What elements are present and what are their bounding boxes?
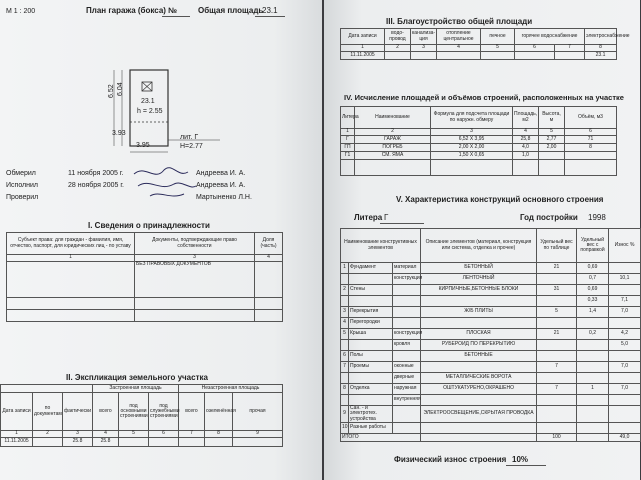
structure-row: 4 Перегородки — [341, 318, 641, 329]
area-line — [255, 16, 285, 17]
section5-title: V. Характеристика конструкций основного строения — [396, 195, 604, 204]
litera-label: Литера — [354, 213, 383, 222]
measured-label: Обмерил — [6, 170, 36, 177]
volumes-row: Г1 СМ. ЯМА 1,50 Х 0,65 1,0 — [341, 152, 617, 160]
structure-row: 10 Разные работы — [341, 422, 641, 433]
structure-row: внутренняя — [341, 395, 641, 406]
executed-label: Исполнил — [6, 182, 39, 189]
dim-3-93: 3.93 — [112, 130, 126, 137]
executed-date: 28 ноября 2005 г. — [68, 182, 124, 189]
structure-row: 6 Полы БЕТОННЫЕ — [341, 351, 641, 362]
ownership-subject-cell — [7, 262, 135, 298]
structure-row: кровля РУБЕРОИД ПО ПЕРЕКРЫТИЮ 5,0 — [341, 340, 641, 351]
dim-3-95: 3.95 — [136, 142, 150, 149]
signature-scribble — [130, 164, 200, 204]
structure-row: дверные МЕТАЛЛИЧЕСКИЕ ВОРОТА — [341, 373, 641, 384]
section3-title: III. Благоустройство общей площади — [386, 17, 533, 26]
plan-lit: лит. Г — [180, 134, 199, 141]
volumes-row: Г ГАРАЖ 6,52 Х 3,95 25,8 2,77 71 — [341, 136, 617, 144]
structure-row: 5 Крыша конструкция ПЛОСКАЯ 21 0,2 4,2 — [341, 329, 641, 340]
amenities-table: Дата записи водо-провод канализа-ция отопление центральное печное горячее водоснабжение электроснабжение 1 2 3 4 5 6 7 8 11.11.2005 23.1 — [340, 28, 617, 60]
checked-label: Проверил — [6, 194, 39, 201]
checked-name: Мартыненко Л.Н. — [196, 194, 252, 201]
sheet-scale: М 1 : 200 — [6, 8, 36, 15]
volumes-row — [341, 160, 617, 176]
structure-total-row: ИТОГО 100 49,0 — [341, 433, 641, 441]
structure-row: 2 Стены КИРПИЧНЫЕ,БЕТОННЫЕ БЛОКИ 31 0,69 — [341, 285, 641, 296]
measured-date: 11 ноября 2005 г. — [68, 170, 124, 177]
volumes-row: ГП ПОГРЕБ 2,00 Х 2,00 4,0 2,00 8 — [341, 144, 617, 152]
section1-title: I. Сведения о принадлежности — [88, 221, 210, 230]
year-value: 1998 — [588, 213, 606, 222]
ownership-table: Субъект права: для граждан - фамилия, имя, отчество, паспорт, для юридических лиц - по уставу Документы, подтверждающие право собственности Доля (часть) 1 3 4 БЕЗ ПРАВОВЫХ ДОКУМЕНТОВ — [6, 232, 283, 322]
ownership-header-share: Доля (часть) — [255, 233, 283, 255]
section2-title: II. Экспликация земельного участка — [66, 373, 208, 382]
area-value: 23.1 — [262, 6, 278, 15]
structure-row: 1 Фундамент материал БЕТОННЫЙ 21 0,69 — [341, 263, 641, 274]
structure-row: конструкция ЛЕНТОЧНЫЙ 0,7 10,1 — [341, 274, 641, 285]
structure-rows — [341, 263, 641, 434]
plan-height: h = 2.55 — [137, 108, 163, 115]
structure-table: Наименование конструктивных элементов Описание элементов (материал, конструкция или система, отделка и прочее) Удельный вес по таблице Удельный вес с поправкой Износ % 1 Фундамент материал БЕТОННЫЙ 21 0,69 конструкция ЛЕНТОЧНЫЙ 0,7 10,1 2 Стены КИРПИЧНЫЕ,БЕТОННЫЕ БЛОКИ 31 0,69 0,33 7,1 3 Перекрытия Ж/Б ПЛИТЫ 5 1,4 7,0 4 Перегородки 5 Крыша конструкция ПЛОСКАЯ 21 0,2 4,2 кровля РУБЕРОИД ПО ПЕРЕКРЫТИЮ 5,0 6 Полы БЕТОННЫЕ 7 Проемы оконные 7 7,0 дверные МЕТАЛЛИЧЕСКИЕ ВОРОТА 8 Отделка наружная ОШТУКАТУРЕНО,ОКРАШЕНО 7 1 7,0 внутренняя 9 Сан. - и электротех. устройства ЭЛЕКТРООСВЕЩЕНИЕ,СКРЫТАЯ ПРОВОДКА 10 Разные работы ИТОГО 100 49,0 — [340, 228, 641, 442]
year-label: Год постройки — [520, 213, 578, 222]
unbuilt-area-group: Незастроенная площадь — [179, 385, 283, 393]
structure-row: 3 Перекрытия Ж/Б ПЛИТЫ 5 1,4 7,0 — [341, 307, 641, 318]
section4-title: IV. Исчисление площадей и объёмов строений, расположенных на участке — [344, 93, 624, 102]
amenities-row: 11.11.2005 23.1 — [341, 52, 617, 60]
land-plot-row: 11.11.2005 25.8 25.8 — [1, 438, 283, 447]
plan-area: 23.1 — [141, 98, 155, 105]
litera-value: Г — [384, 213, 389, 222]
wear-label: Физический износ строения — [394, 455, 507, 464]
dim-6-52: 6.52 — [108, 84, 115, 98]
ownership-docs-cell: БЕЗ ПРАВОВЫХ ДОКУМЕНТОВ — [135, 262, 255, 298]
structure-row: 8 Отделка наружная ОШТУКАТУРЕНО,ОКРАШЕНО 7 1 7,0 — [341, 384, 641, 395]
structure-row: 7 Проемы оконные 7 7,0 — [341, 362, 641, 373]
land-plot-table: Застроенная площадь Незастроенная площадь Дата записи по документам фактически всего под основными строениями под служебными строениями всего озеленённая прочая 1 2 3 4 5 6 7 8 9 11.11.2005 25.8 25.8 — [0, 384, 283, 447]
plan-outer-height: Н=2.77 — [180, 143, 203, 150]
right-page — [324, 0, 640, 480]
structure-row: 9 Сан. - и электротех. устройства ЭЛЕКТРООСВЕЩЕНИЕ,СКРЫТАЯ ПРОВОДКА — [341, 406, 641, 423]
ownership-header-docs: Документы, подтверждающие право собственности — [135, 233, 255, 255]
structure-row: 0,33 7,1 — [341, 296, 641, 307]
plan-number-line — [162, 16, 190, 17]
ownership-header-subject: Субъект права: для граждан - фамилия, имя, отчество, паспорт, для юридических лиц - по уставу — [7, 233, 135, 255]
built-area-group: Застроенная площадь — [93, 385, 179, 393]
volumes-table: Литера Наименование Формула для подсчета площади по наружн. обмеру Площадь, м2 Высота, м Объём, м3 1 2 3 4 5 6 Г ГАРАЖ 6,52 Х 3,95 25,8 2,77 71 ГП ПОГРЕБ 2,00 Х 2,00 4,0 2,00 8 Г1 СМ. ЯМА 1,50 Х 0,65 1,0 — [340, 106, 617, 176]
executed-name: Андреева И. А. — [196, 182, 246, 189]
measured-name: Андреева И. А. — [196, 170, 246, 177]
wear-value: 10% — [512, 455, 529, 464]
plan-title: План гаража (бокса) № — [86, 6, 178, 15]
dim-6-04: 6.04 — [117, 82, 124, 96]
area-label: Общая площадь — [198, 6, 264, 15]
